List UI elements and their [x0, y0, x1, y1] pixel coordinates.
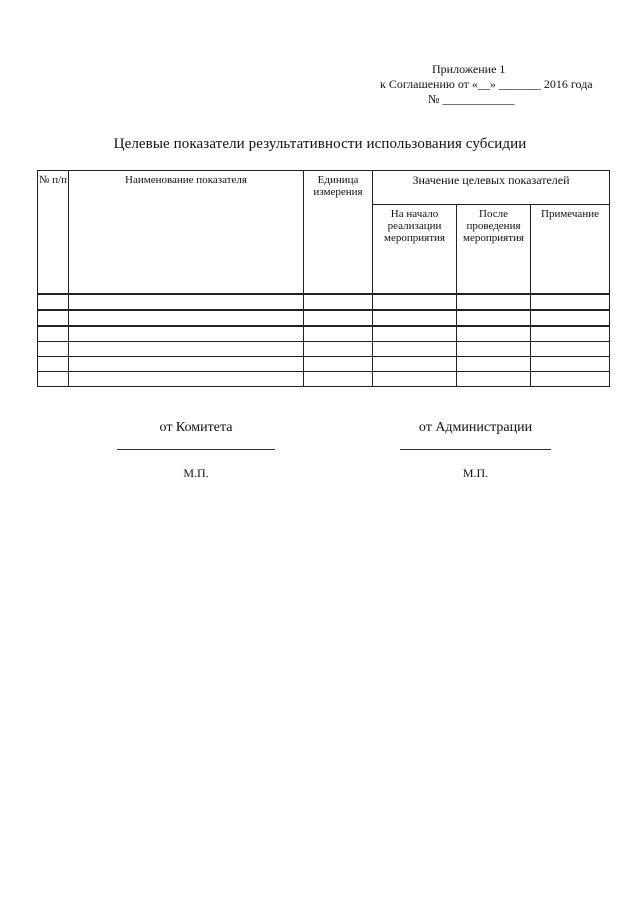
signature-administration-stamp: М.П. [462, 466, 489, 480]
table-cell [457, 294, 531, 310]
signature-administration-label: от Администрации [418, 420, 533, 435]
table-cell [531, 372, 610, 387]
table-cell [304, 357, 373, 372]
header-unit: Единица измерения [304, 171, 373, 295]
indicators-table [37, 170, 610, 387]
table-cell [38, 372, 69, 387]
header-after: После проведения мероприятия [457, 205, 531, 295]
header-note: Примечание [531, 205, 610, 295]
table-cell [69, 326, 304, 342]
table-cell [531, 294, 610, 310]
table-cell [531, 342, 610, 357]
table-cell [304, 326, 373, 342]
table-cell [531, 357, 610, 372]
table-cell [457, 326, 531, 342]
appendix-number: Приложение 1 [432, 62, 506, 76]
table-cell [38, 326, 69, 342]
table-cell [373, 372, 457, 387]
table-cell [304, 372, 373, 387]
header-name: Наименование показателя [69, 171, 304, 295]
table-cell [38, 310, 69, 326]
signature-administration-line [400, 449, 551, 450]
table-cell [373, 342, 457, 357]
signature-committee-stamp: М.П. [183, 466, 209, 480]
table-cell [69, 357, 304, 372]
signature-administration [400, 420, 551, 481]
table-cell [304, 342, 373, 357]
signature-committee-label: от Комитета [159, 420, 233, 435]
table-row [38, 357, 610, 372]
table-cell [457, 310, 531, 326]
table-cell [373, 326, 457, 342]
table-row [38, 326, 610, 342]
table-cell [69, 310, 304, 326]
table-cell [457, 357, 531, 372]
table-cell [38, 294, 69, 310]
table-cell [373, 357, 457, 372]
table-cell [69, 372, 304, 387]
table-cell [38, 342, 69, 357]
signature-committee [117, 420, 275, 481]
table-cell [69, 342, 304, 357]
table-row [38, 310, 610, 326]
table-cell [457, 342, 531, 357]
table-cell [304, 310, 373, 326]
page-title: Целевые показатели результативности использования субсидии [113, 136, 527, 152]
table-cell [38, 357, 69, 372]
table-cell [304, 294, 373, 310]
agreement-number: № ____________ [428, 92, 515, 106]
table-cell [69, 294, 304, 310]
header-num: № п/п [38, 171, 69, 295]
table-row [38, 372, 610, 387]
table-cell [457, 372, 531, 387]
table-cell [531, 310, 610, 326]
header-start: На начало реализации мероприятия [373, 205, 457, 295]
table-cell [531, 326, 610, 342]
signature-committee-line [117, 449, 275, 450]
agreement-reference: к Соглашению от «__» _______ 2016 года [380, 77, 593, 91]
table-cell [373, 310, 457, 326]
table-body [38, 294, 610, 387]
table-row [38, 294, 610, 310]
table-row [38, 342, 610, 357]
header-values: Значение целевых показателей [373, 171, 610, 205]
table-cell [373, 294, 457, 310]
